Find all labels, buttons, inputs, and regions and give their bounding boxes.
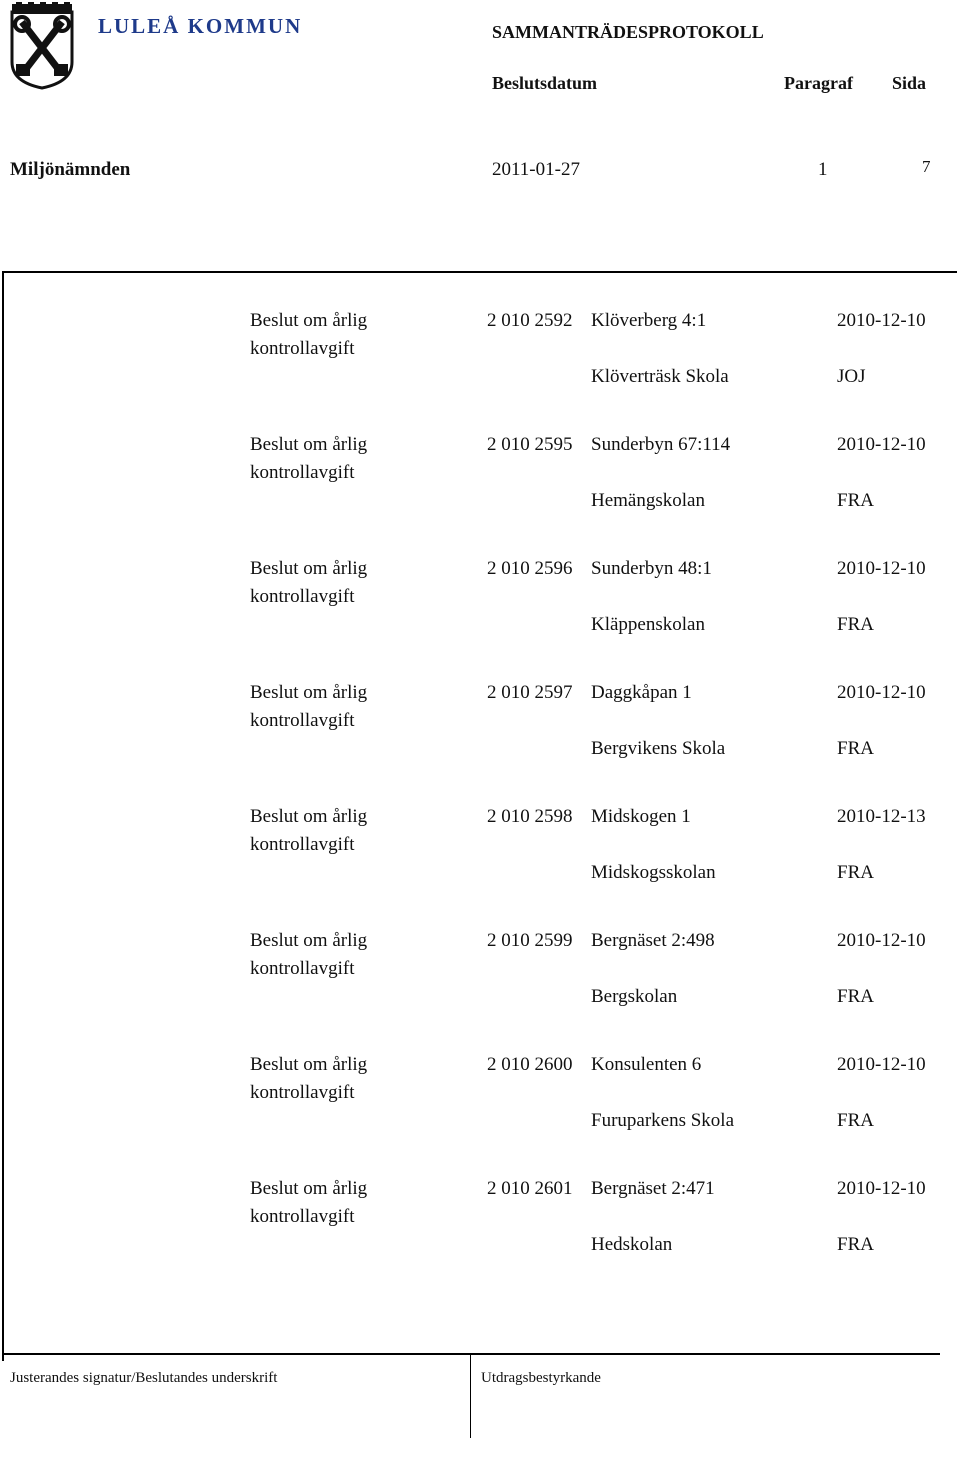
property-designation: Konsulenten 6 bbox=[591, 1054, 702, 1075]
decision-row bbox=[0, 1051, 960, 1175]
decision-date-label: Beslutsdatum bbox=[492, 73, 598, 93]
officer-code: FRA bbox=[837, 1234, 874, 1255]
facility-name: Hedskolan bbox=[591, 1234, 673, 1255]
case-date: 2010-12-10 bbox=[837, 434, 926, 455]
decision-row bbox=[0, 1175, 960, 1299]
decision-title: Beslut om årlig kontrollavgift bbox=[250, 1054, 368, 1103]
decision-title: Beslut om årlig kontrollavgift bbox=[250, 806, 368, 855]
brand-name: LULEÅ KOMMUN bbox=[98, 14, 303, 38]
property-designation: Midskogen 1 bbox=[591, 806, 691, 827]
facility-name: Kläppenskolan bbox=[591, 614, 705, 635]
footer-divider bbox=[2, 1353, 940, 1355]
decision-title: Beslut om årlig kontrollavgift bbox=[250, 310, 368, 359]
property-designation: Sunderbyn 48:1 bbox=[591, 558, 712, 579]
page-label: Sida bbox=[892, 73, 927, 93]
document-title: SAMMANTRÄDESPROTOKOLL bbox=[492, 22, 764, 42]
case-date: 2010-12-10 bbox=[837, 558, 926, 579]
facility-name: Klöverträsk Skola bbox=[591, 366, 729, 387]
decision-title: Beslut om årlig kontrollavgift bbox=[250, 682, 368, 731]
case-number: 2 010 2600 bbox=[487, 1054, 573, 1075]
property-designation: Sunderbyn 67:114 bbox=[591, 434, 731, 455]
officer-code: FRA bbox=[837, 1110, 874, 1131]
signature-label: Justerandes signatur/Beslutandes underskrift bbox=[10, 1370, 278, 1386]
case-number: 2 010 2599 bbox=[487, 930, 573, 951]
officer-code: FRA bbox=[837, 614, 874, 635]
case-date: 2010-12-10 bbox=[837, 930, 926, 951]
coat-of-arms-logo bbox=[8, 2, 76, 90]
case-date: 2010-12-10 bbox=[837, 310, 926, 331]
decision-title: Beslut om årlig kontrollavgift bbox=[250, 1178, 368, 1227]
case-number: 2 010 2592 bbox=[487, 310, 573, 331]
decision-date-value: 2011-01-27 bbox=[492, 159, 580, 180]
certification-label: Utdragsbestyrkande bbox=[481, 1370, 601, 1386]
facility-name: Bergvikens Skola bbox=[591, 738, 726, 759]
facility-name: Bergskolan bbox=[591, 986, 678, 1007]
facility-name: Furuparkens Skola bbox=[591, 1110, 735, 1131]
officer-code: FRA bbox=[837, 862, 874, 883]
case-number: 2 010 2595 bbox=[487, 434, 573, 455]
facility-name: Midskogsskolan bbox=[591, 862, 716, 883]
property-designation: Klöverberg 4:1 bbox=[591, 310, 707, 331]
case-date: 2010-12-10 bbox=[837, 1178, 926, 1199]
officer-code: FRA bbox=[837, 986, 874, 1007]
facility-name: Hemängskolan bbox=[591, 490, 705, 511]
officer-code: JOJ bbox=[837, 366, 866, 387]
paragraph-label: Paragraf bbox=[784, 73, 853, 93]
frame-top-border bbox=[2, 271, 957, 273]
committee-name: Miljönämnden bbox=[10, 159, 131, 180]
officer-code: FRA bbox=[837, 738, 874, 759]
officer-code: FRA bbox=[837, 490, 874, 511]
decision-row bbox=[0, 803, 960, 927]
property-designation: Daggkåpan 1 bbox=[591, 682, 692, 703]
decision-row bbox=[0, 431, 960, 555]
case-date: 2010-12-10 bbox=[837, 1054, 926, 1075]
case-number: 2 010 2597 bbox=[487, 682, 573, 703]
decision-title: Beslut om årlig kontrollavgift bbox=[250, 558, 368, 607]
decision-row bbox=[0, 927, 960, 1051]
case-number: 2 010 2598 bbox=[487, 806, 573, 827]
decision-title: Beslut om årlig kontrollavgift bbox=[250, 434, 368, 483]
case-number: 2 010 2596 bbox=[487, 558, 573, 579]
decision-row bbox=[0, 307, 960, 431]
case-date: 2010-12-13 bbox=[837, 806, 926, 827]
property-designation: Bergnäset 2:498 bbox=[591, 930, 715, 951]
property-designation: Bergnäset 2:471 bbox=[591, 1178, 715, 1199]
case-date: 2010-12-10 bbox=[837, 682, 926, 703]
decision-title: Beslut om årlig kontrollavgift bbox=[250, 930, 368, 979]
case-number: 2 010 2601 bbox=[487, 1178, 573, 1199]
page-value: 7 bbox=[922, 157, 931, 176]
footer-column-divider bbox=[470, 1353, 471, 1438]
paragraph-value: 1 bbox=[818, 159, 828, 180]
decision-row bbox=[0, 555, 960, 679]
decision-row bbox=[0, 679, 960, 803]
